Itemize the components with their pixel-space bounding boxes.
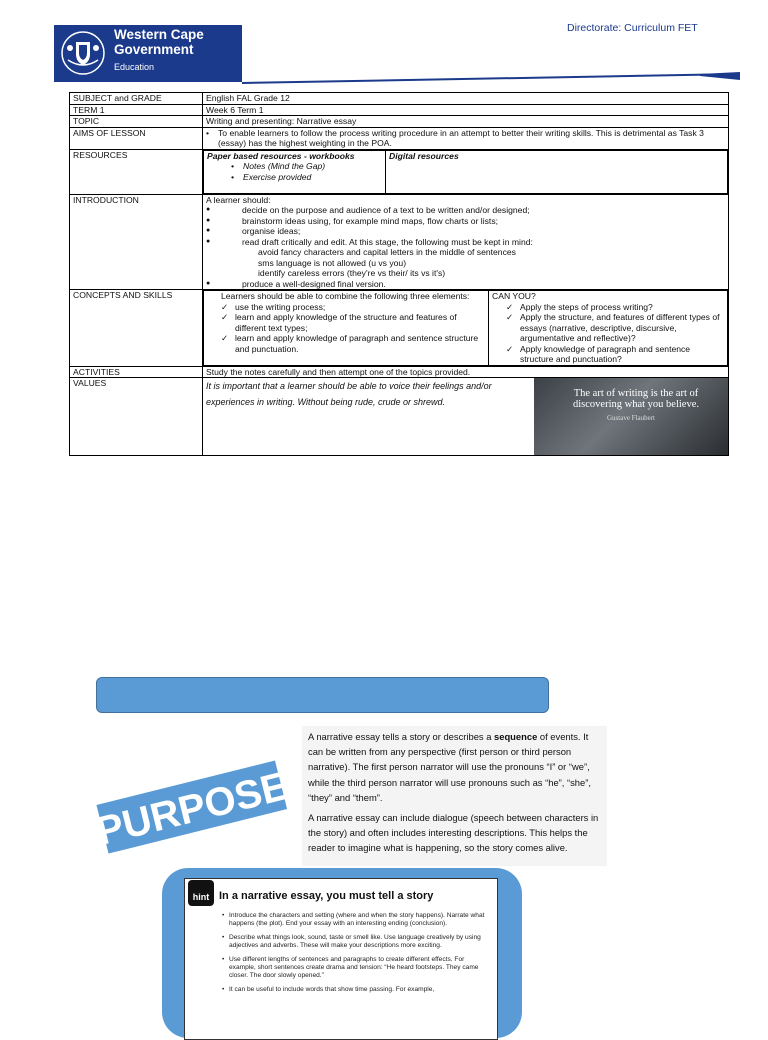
activities-label: ACTIVITIES [70, 366, 203, 378]
canyou-item: ✓ Apply knowledge of paragraph and sentence structure and punctuation? [492, 344, 724, 365]
hint-item: • Use different lengths of sentences and paragraphs to create different effects. For example, short sentences create drama and tension: “He heard footsteps. They came closer. The door slowly opened.” [222, 956, 492, 981]
quote-text: The art of writing is the art of discovering what you believe. [573, 388, 699, 410]
table-row [70, 378, 729, 456]
hint-item: • Describe what things look, sound, taste or smell like. Use language creatively by using adjectives and adverbs. These will make your descriptions more exciting. [222, 934, 492, 951]
concepts-left [204, 291, 489, 366]
table-row [70, 149, 729, 194]
topic-label: TOPIC [70, 116, 203, 128]
table-row [70, 366, 729, 378]
table-row [70, 93, 729, 105]
narrative-paragraph-2: A narrative essay can include dialogue (speech between characters in the story) and often includes interesting descriptions. This helps the reader to imagine what is happening, so the story comes alive. [308, 812, 599, 854]
table-row [70, 290, 729, 367]
lesson-plan-table [69, 92, 729, 456]
values-label: VALUES [70, 378, 203, 456]
logo-title-line2: Government [114, 42, 194, 57]
canyou-item: ✓ Apply the steps of process writing? [492, 302, 724, 313]
logo-subtitle: Education [114, 62, 155, 72]
term-value: Week 6 Term 1 [203, 104, 729, 116]
purpose-stamp-text: PURPOSE [92, 763, 292, 854]
table-row [70, 116, 729, 128]
quote-author: Gustave Flaubert [606, 414, 655, 422]
intro-item: ● produce a well-designed final version. [206, 279, 725, 290]
hint-item: • It can be useful to include words that show time passing. For example, [222, 986, 492, 994]
digital-resources [386, 150, 728, 193]
paper-heading: Paper based resources - workbooks [207, 150, 355, 161]
digital-heading: Digital resources [389, 150, 459, 161]
header-swoosh [0, 70, 768, 92]
canyou-lead: CAN YOU? [492, 291, 536, 301]
para1-post: of events. It can be written from any perspective (first person or third person narrative). The first person narrator will use the pronouns “I” or “we”, while the third person narrator will use pronouns such as “he”, “she”, “they” and “them”. [308, 731, 591, 803]
quote-image [534, 378, 728, 455]
intro-lead: A learner should: [206, 194, 271, 205]
resources-cell [203, 149, 729, 194]
hint-item: • Introduce the characters and setting (where and when the story happens). Narrate what happens (the plot). End your essay with an interesting ending (conclusion). [222, 912, 492, 929]
table-row [70, 194, 729, 290]
values-cell [203, 378, 729, 456]
paper-item: • Exercise provided [231, 172, 382, 183]
aims-value: • To enable learners to follow the process writing procedure in an attempt to better their writing skills. This is detrimental as Task 3 (essay) has the highest weighting in the POA. [206, 128, 725, 149]
hint-list [222, 912, 492, 999]
hint-title: In a narrative essay, you must tell a story [219, 890, 434, 902]
intro-subitem: sms language is not allowed (u vs you) [258, 257, 407, 268]
resources-label: RESOURCES [70, 149, 203, 194]
narrative-description [302, 726, 607, 866]
hint-icon: hint [188, 880, 214, 906]
canyou-item: ✓ Apply the structure, and features of different types of essays (narrative, descriptive, discursive, argumentative and reflective)? [492, 312, 724, 344]
intro-cell [203, 194, 729, 290]
intro-item: ● decide on the purpose and audience of a text to be written and/or designed; [206, 205, 725, 216]
para1-bold: sequence [494, 731, 538, 742]
intro-item: ● organise ideas; [206, 226, 725, 237]
aims-label: AIMS OF LESSON [70, 127, 203, 149]
concepts-cell [203, 290, 729, 367]
canyou-right [489, 291, 728, 366]
concepts-item: ✓ learn and apply knowledge of paragraph and sentence structure and punctuation. [207, 333, 485, 354]
intro-item: ● brainstorm ideas using, for example mind maps, flow charts or lists; [206, 216, 725, 227]
intro-subitem: avoid fancy characters and capital letters in the middle of sentences [258, 247, 516, 257]
topic-value: Writing and presenting: Narrative essay [203, 116, 729, 128]
subject-label: SUBJECT and GRADE [70, 93, 203, 105]
para1-pre: A narrative essay tells a story or describes a [308, 731, 495, 742]
paper-resources [204, 150, 386, 193]
concepts-label: CONCEPTS AND SKILLS [70, 290, 203, 367]
intro-item: ● read draft critically and edit. At this stage, the following must be kept in mind: [206, 237, 725, 248]
subject-value: English FAL Grade 12 [203, 93, 729, 105]
narrative-paragraph-1 [308, 729, 601, 805]
logo-title-line1: Western Cape [114, 27, 204, 42]
concepts-lead: Learners should be able to combine the following three elements: [221, 291, 470, 301]
table-row [70, 127, 729, 149]
purpose-stamp [92, 752, 292, 864]
intro-subitem: identify careless errors (they're vs their/ its vs it's) [258, 268, 446, 278]
concepts-inner [203, 290, 728, 366]
concepts-item: ✓ use the writing process; [207, 302, 485, 313]
directorate-label: Directorate: Curriculum FET [567, 22, 698, 34]
intro-label: INTRODUCTION [70, 194, 203, 290]
paper-item: • Notes (Mind the Gap) [231, 161, 382, 172]
aims-cell [203, 127, 729, 149]
activities-value: Study the notes carefully and then attempt one of the topics provided. [203, 366, 729, 378]
resources-inner [203, 150, 728, 194]
term-label: TERM 1 [70, 104, 203, 116]
section-banner [96, 677, 549, 713]
table-row [70, 104, 729, 116]
concepts-item: ✓ learn and apply knowledge of the structure and features of different text types; [207, 312, 485, 333]
values-value: It is important that a learner should be able to voice their feelings and/or experiences in writing. Without being rude, crude or shrewd. [206, 381, 492, 407]
